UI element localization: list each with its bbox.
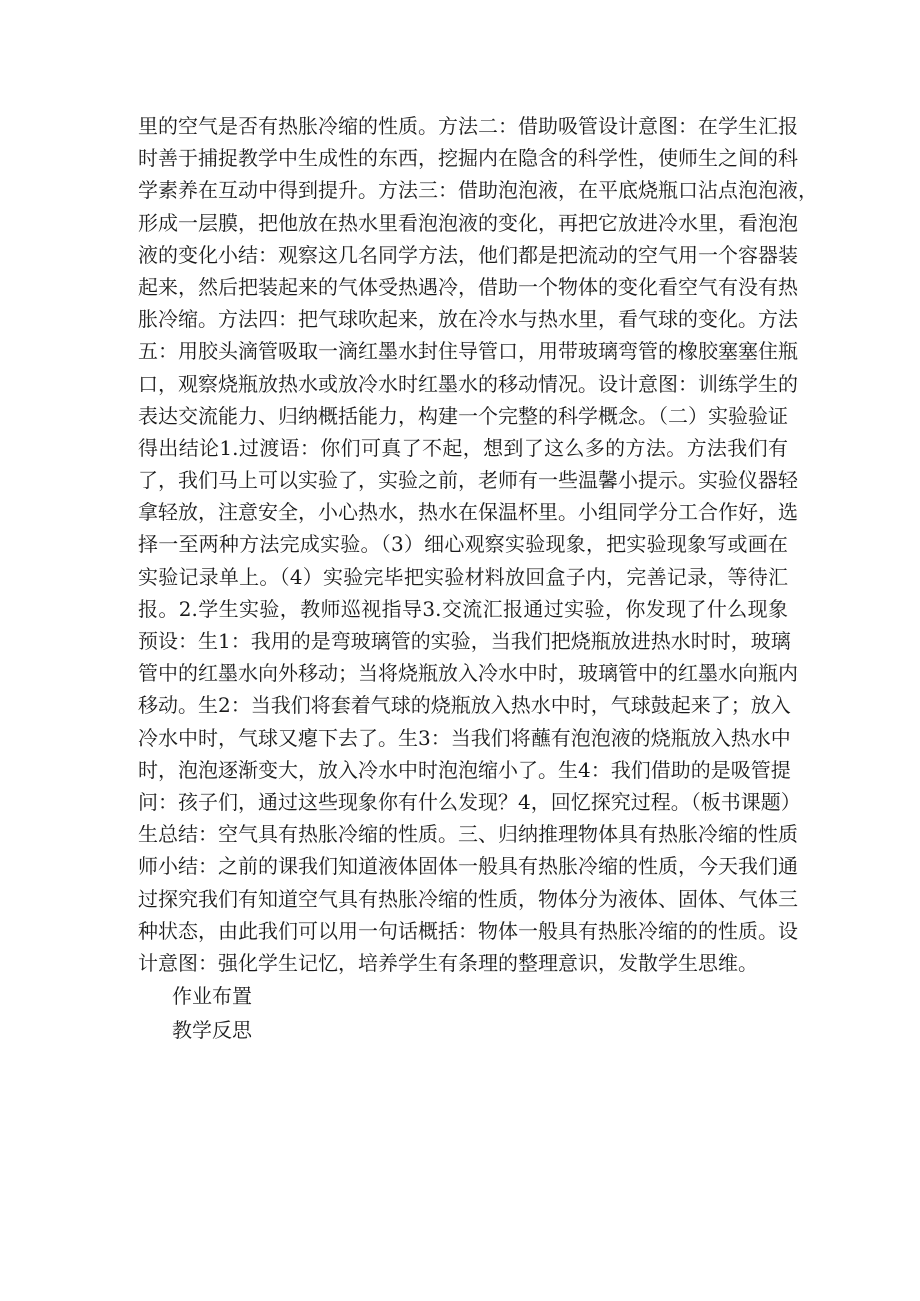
text-line: 师小结：之前的课我们知道液体固体一般具有热胀冷缩的性质，今天我们通 xyxy=(138,854,798,879)
text-line: 五：用胶头滴管吸取一滴红墨水封住导管口，用带玻璃弯管的橡胶塞塞住瓶 xyxy=(138,339,798,364)
body-text xyxy=(138,110,818,979)
text-line: 得出结论1.过渡语：你们可真了不起，想到了这么多的方法。方法我们有 xyxy=(138,435,788,460)
text-line: 了，我们马上可以实验了，实验之前，老师有一些温馨小提示。实验仪器轻 xyxy=(138,468,798,493)
text-line: 种状态，由此我们可以用一句话概括：物体一般具有热胀冷缩的的性质。设 xyxy=(138,918,798,943)
document-page xyxy=(138,110,818,1047)
text-line: 口，观察烧瓶放热水或放冷水时红墨水的移动情况。设计意图：训练学生的 xyxy=(138,371,798,396)
text-line: 液的变化小结：观察这几名同学方法，他们都是把流动的空气用一个容器装 xyxy=(138,242,798,267)
text-line: 管中的红墨水向外移动；当将烧瓶放入冷水中时，玻璃管中的红墨水向瓶内 xyxy=(138,661,798,686)
text-line: 移动。生2：当我们将套着气球的烧瓶放入热水中时，气球鼓起来了；放入 xyxy=(138,693,791,718)
section-heading-reflection: 教学反思 xyxy=(172,1018,252,1043)
text-line: 生总结：空气具有热胀冷缩的性质。三、归纳推理物体具有热胀冷缩的性质 xyxy=(138,822,798,847)
text-line: 起来，然后把装起来的气体受热遇冷，借助一个物体的变化看空气有没有热 xyxy=(138,274,798,299)
text-line: 择一至两种方法完成实验。（3）细心观察实验现象，把实验现象写或画在 xyxy=(138,532,788,557)
text-line: 过探究我们有知道空气具有热胀冷缩的性质，物体分为液体、固体、气体三 xyxy=(138,886,798,911)
text-line: 表达交流能力、归纳概括能力，构建一个完整的科学概念。（二）实验验证 xyxy=(138,403,788,428)
text-line: 实验记录单上。（4）实验完毕把实验材料放回盒子内，完善记录，等待汇 xyxy=(138,564,788,589)
text-line: 报。2.学生实验，教师巡视指导3.交流汇报通过实验，你发现了什么现象 xyxy=(138,596,788,621)
text-line: 胀冷缩。方法四：把气球吹起来，放在冷水与热水里，看气球的变化。方法 xyxy=(138,307,798,332)
text-line: 问：孩子们，通过这些现象你有什么发现？4，回忆探究过程。（板书课题） xyxy=(138,789,801,814)
text-line: 学素养在互动中得到提升。方法三：借助泡泡液，在平底烧瓶口沾点泡泡液， xyxy=(138,178,818,203)
text-line: 里的空气是否有热胀冷缩的性质。方法二：借助吸管设计意图：在学生汇报 xyxy=(138,114,798,138)
text-line: 时善于捕捉教学中生成性的东西，挖掘内在隐含的科学性，使师生之间的科 xyxy=(138,146,798,171)
text-line: 形成一层膜，把他放在热水里看泡泡液的变化，再把它放进冷水里，看泡泡 xyxy=(138,210,798,235)
text-line: 冷水中时，气球又瘪下去了。生3：当我们将蘸有泡泡液的烧瓶放入热水中 xyxy=(138,725,791,750)
text-line: 拿轻放，注意安全，小心热水，热水在保温杯里。小组同学分工合作好，选 xyxy=(138,500,798,525)
text-line: 时，泡泡逐渐变大，放入冷水中时泡泡缩小了。生4：我们借助的是吸管提 xyxy=(138,757,791,782)
text-line: 预设：生1：我用的是弯玻璃管的实验，当我们把烧瓶放进热水时时，玻璃 xyxy=(138,629,791,653)
section-heading-homework: 作业布置 xyxy=(172,984,252,1009)
text-line: 计意图：强化学生记忆，培养学生有条理的整理意识，发散学生思维。 xyxy=(138,950,758,975)
